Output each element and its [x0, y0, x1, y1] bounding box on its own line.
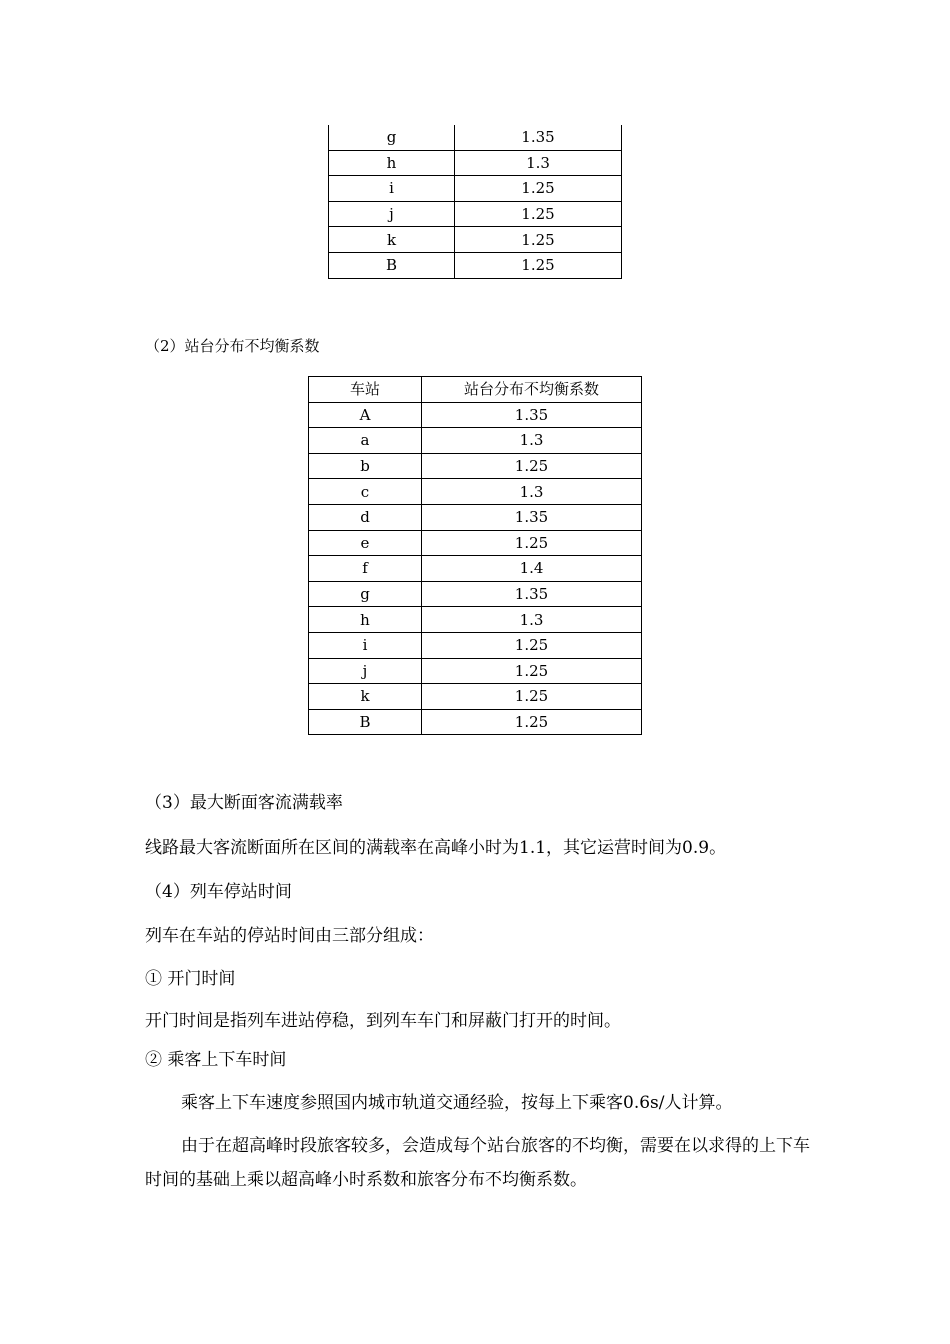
section-3-heading: （3）最大断面客流满载率: [145, 793, 343, 813]
table-row: A 1.35: [309, 402, 642, 428]
table-row: k 1.25: [329, 227, 622, 253]
table-header-row: [309, 377, 642, 403]
table-row: i 1.25: [309, 632, 642, 658]
platform-distribution-table: [308, 376, 642, 735]
item-2-title: ② 乘客上下车时间: [145, 1050, 287, 1070]
table-row: c 1.3: [309, 479, 642, 505]
table-row: j 1.25: [329, 201, 622, 227]
table-row: g 1.35: [309, 581, 642, 607]
table-row: b 1.25: [309, 453, 642, 479]
section-3-text: 线路最大客流断面所在区间的满载率在高峰小时为1.1，其它运营时间为0.9。: [145, 838, 727, 858]
table-row: g 1.35: [329, 125, 622, 150]
table-row: j 1.25: [309, 658, 642, 684]
table-row: B 1.25: [329, 252, 622, 278]
table-row: e 1.25: [309, 530, 642, 556]
table-row: i 1.25: [329, 176, 622, 202]
table-row: B 1.25: [309, 709, 642, 735]
table-row: d 1.35: [309, 504, 642, 530]
item-1-title: ① 开门时间: [145, 969, 236, 989]
table-row: h 1.3: [329, 150, 622, 176]
item-1-text: 开门时间是指列车进站停稳，到列车车门和屏蔽门打开的时间。: [145, 1011, 621, 1031]
table-row: k 1.25: [309, 684, 642, 710]
column-header-coefficient: 站台分布不均衡系数: [422, 377, 642, 403]
table-row: h 1.3: [309, 607, 642, 633]
item-2-text-2: 由于在超高峰时段旅客较多，会造成每个站台旅客的不均衡，需要在以求得的上下车时间的基础上乘以超高峰小时系数和旅客分布不均衡系数。: [145, 1136, 810, 1190]
coefficient-table-continued: [328, 125, 622, 279]
section-4-heading: （4）列车停站时间: [145, 882, 292, 902]
section-2-heading: （2）站台分布不均衡系数: [145, 337, 320, 355]
section-4-intro: 列车在车站的停站时间由三部分组成：: [145, 926, 434, 946]
table-row: f 1.4: [309, 556, 642, 582]
table-row: a 1.3: [309, 428, 642, 454]
column-header-station: 车站: [309, 377, 422, 403]
item-2-text-1: 乘客上下车速度参照国内城市轨道交通经验，按每上下乘客0.6s/人计算。: [181, 1093, 733, 1113]
